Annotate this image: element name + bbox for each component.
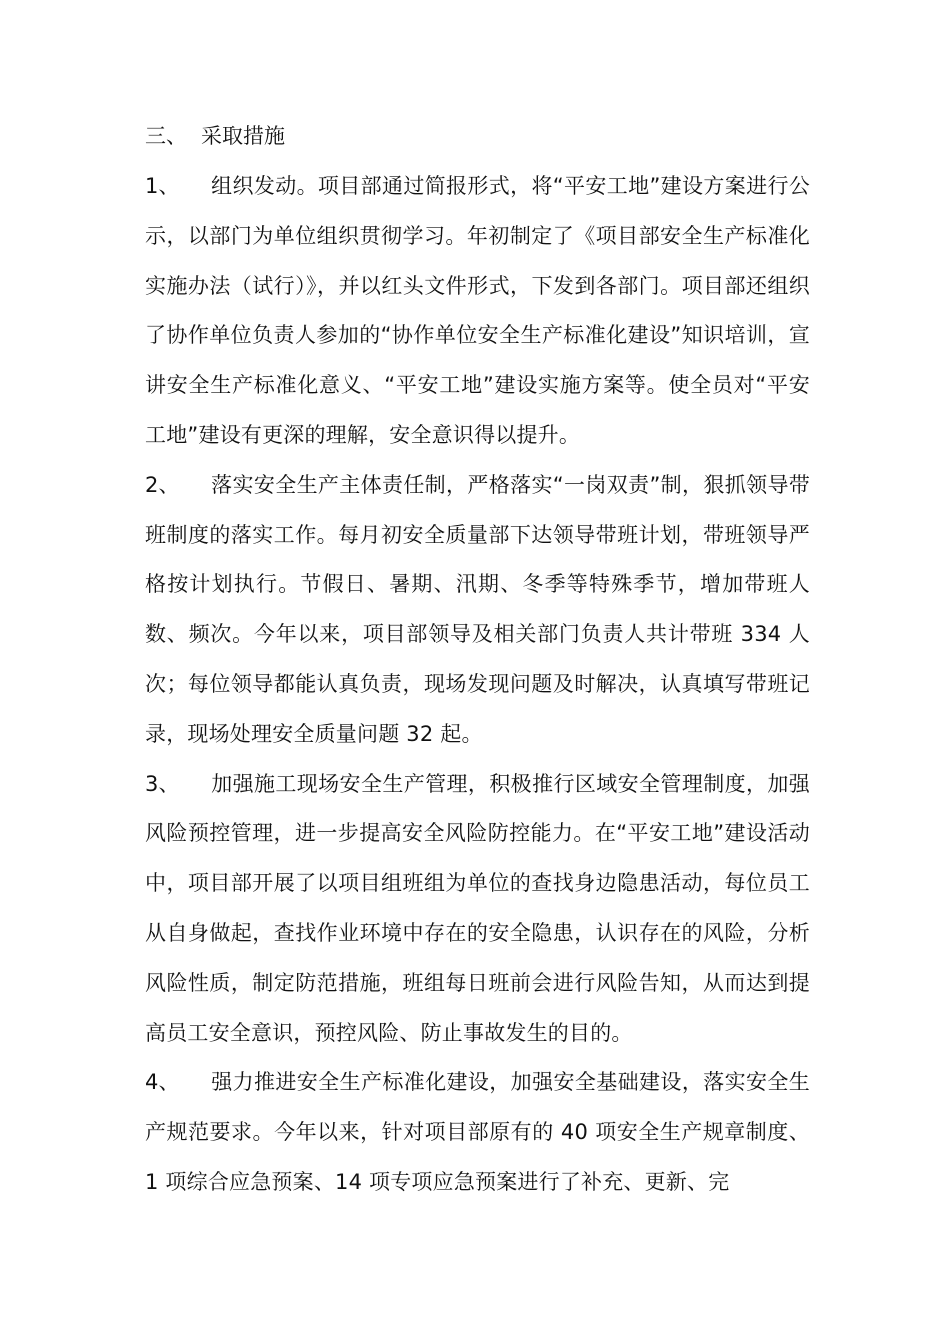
paragraph-text: 加强施工现场安全生产管理，积极推行区域安全管理制度，加强风险预控管理，进一步提高安全风险防控能力。在“平安工地”建设活动中，项目部开展了以项目组班组为单位的查找身边隐患活动，每位员工从自身做起，查找作业环境中存在的安全隐患，认识存在的风险，分析风险性质，制定防范措施，班组每日班前会进行风险告知，从而达到提高员工安全意识，预控风险、防止事故发生的目的。 (145, 771, 810, 1045)
paragraph-text: 组织发动。项目部通过简报形式，将“平安工地”建设方案进行公示，以部门为单位组织贯彻学习。年初制定了《项目部安全生产标准化实施办法（试行）》，并以红头文件形式，下发到各部门。项目部还组织了协作单位负责人参加的“协作单位安全生产标准化建设”知识培训，宣讲安全生产标准化意义、“平安工地”建设实施方案等。使全员对“平安工地”建设有更深的理解，安全意识得以提升。 (145, 174, 810, 447)
paragraph-text: 强力推进安全生产标准化建设，加强安全基础建设，落实安全生产规范要求。今年以来，针对项目部原有的 40 项安全生产规章制度、1 项综合应急预案、14 项专项应急预案进行了补充、更新、完 (145, 1070, 810, 1194)
section-number: 三、 (145, 124, 187, 148)
paragraph-1 (145, 162, 810, 461)
paragraph-4 (145, 1058, 810, 1207)
section-title: 采取措施 (201, 124, 285, 148)
paragraph-number: 4、 (145, 1070, 180, 1095)
paragraph-number: 1、 (145, 174, 180, 198)
paragraph-text: 落实安全生产主体责任制，严格落实“一岗双责”制，狠抓领导带班制度的落实工作。每月初安全质量部下达领导带班计划，带班领导严格按计划执行。节假日、暑期、汛期、冬季等特殊季节，增加带班人数、频次。今年以来，项目部领导及相关部门负责人共计带班 334 人次；每位领导都能认真负责，现场发现问题及时解决，认真填写带班记录，现场处理安全质量问题 32 起。 (145, 472, 810, 746)
paragraph-3 (145, 760, 810, 1059)
paragraph-number: 2、 (145, 472, 180, 497)
body-text (145, 162, 810, 1208)
paragraph-number: 3、 (145, 771, 180, 796)
section-heading (145, 118, 285, 154)
paragraph-2 (145, 461, 810, 760)
